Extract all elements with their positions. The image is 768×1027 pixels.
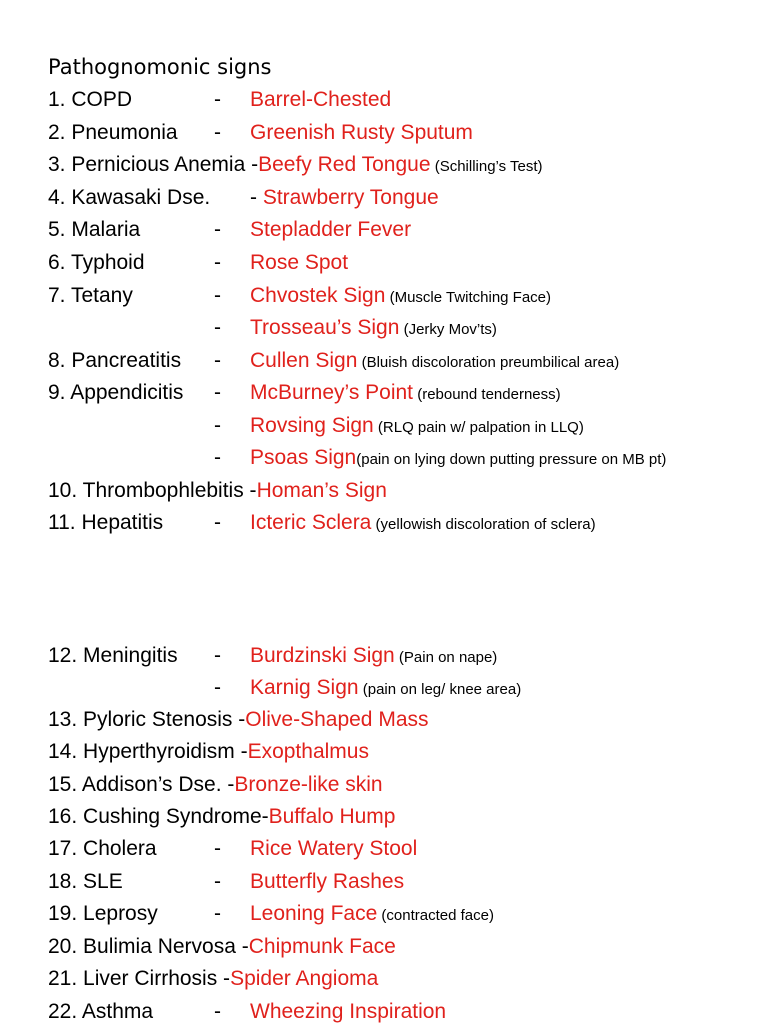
sign-name: Rovsing Sign — [250, 414, 374, 437]
sign-group — [250, 183, 439, 213]
condition-label: 1. COPD — [48, 88, 133, 111]
sign-name: Barrel-Chested — [250, 88, 392, 111]
condition-label: 9. Appendicitis — [48, 381, 184, 404]
sign-note: (RLQ pain w/ palpation in LLQ) — [373, 419, 584, 436]
sign-group — [250, 997, 446, 1027]
condition-label: 15. Addison’s Dse. - — [48, 773, 235, 796]
separator-dash: - — [214, 88, 221, 111]
condition-label: 20. Bulimia Nervosa - — [48, 935, 249, 958]
sign-name: Beefy Red Tongue — [258, 153, 431, 176]
list-item — [48, 737, 369, 767]
list-item — [48, 215, 412, 245]
separator-dash: - — [214, 870, 221, 893]
separator-dash: - — [214, 381, 221, 404]
list-item — [48, 834, 418, 864]
sign-group — [250, 443, 666, 475]
sign-note: (Pain on nape) — [394, 649, 498, 666]
condition-label: 13. Pyloric Stenosis - — [48, 708, 246, 731]
list-item — [48, 248, 349, 278]
separator-dash: - — [250, 186, 263, 209]
sign-note: (Jerky Mov’ts) — [399, 321, 497, 338]
sign-name: McBurney’s Point — [250, 381, 414, 404]
condition-label: 11. Hepatitis — [48, 511, 164, 534]
sign-group — [250, 508, 596, 540]
condition-label: 21. Liver Cirrhosis - — [48, 967, 231, 990]
sign-group — [250, 215, 411, 245]
sign-note: (rebound tenderness) — [413, 386, 561, 403]
condition-label: 8. Pancreatitis — [48, 349, 182, 372]
sign-group — [250, 118, 473, 148]
condition-label: 16. Cushing Syndrome- — [48, 805, 269, 828]
separator-dash: - — [214, 284, 221, 307]
list-item — [48, 476, 387, 506]
page-title: Pathognomonic signs — [48, 55, 272, 79]
sign-note: (Schilling’s Test) — [430, 158, 543, 175]
sign-group — [250, 411, 584, 443]
condition-label: 12. Meningitis — [48, 644, 178, 667]
sign-name: Rose Spot — [250, 251, 349, 274]
list-item — [48, 508, 596, 538]
separator-dash: - — [214, 676, 221, 699]
sign-name: Stepladder Fever — [250, 218, 412, 241]
condition-label: 4. Kawasaki Dse. — [48, 186, 211, 209]
separator-dash: - — [214, 349, 221, 372]
separator-dash: - — [214, 218, 221, 241]
sign-note: (contracted face) — [377, 907, 494, 924]
sign-group — [250, 899, 494, 931]
sign-name: Rice Watery Stool — [250, 837, 418, 860]
sign-note: (pain on leg/ knee area) — [358, 681, 522, 698]
condition-label: 6. Typhoid — [48, 251, 145, 274]
separator-dash: - — [214, 511, 221, 534]
list-item — [48, 899, 494, 929]
sign-group — [250, 378, 561, 410]
condition-label: 17. Cholera — [48, 837, 157, 860]
separator-dash: - — [214, 414, 221, 437]
sign-name: Olive-Shaped Mass — [245, 708, 429, 731]
sign-name: Karnig Sign — [250, 676, 359, 699]
condition-label: 10. Thrombophlebitis - — [48, 479, 257, 502]
sign-group — [250, 346, 619, 378]
sign-name: Chipmunk Face — [248, 935, 396, 958]
sign-group — [250, 85, 391, 115]
condition-label: 22. Asthma — [48, 1000, 154, 1023]
sign-name: Icteric Sclera — [250, 511, 372, 534]
list-item — [48, 183, 439, 213]
list-item — [48, 85, 392, 115]
condition-label: 14. Hyperthyroidism - — [48, 740, 248, 763]
separator-dash: - — [214, 1000, 221, 1023]
sign-name: Exopthalmus — [247, 740, 369, 763]
sign-name: Cullen Sign — [250, 349, 358, 372]
sign-note: (Bluish discoloration preumbilical area) — [357, 354, 620, 371]
sign-name: Spider Angioma — [230, 967, 379, 990]
sign-name: Trosseau’s Sign — [250, 316, 400, 339]
separator-dash: - — [214, 446, 221, 469]
list-item — [48, 346, 620, 376]
sign-name: Homan’s Sign — [256, 479, 387, 502]
sign-group — [250, 834, 417, 864]
sign-group — [250, 248, 348, 278]
list-item — [48, 997, 447, 1027]
sign-group — [250, 313, 497, 345]
condition-label: 7. Tetany — [48, 284, 133, 307]
sign-group — [250, 673, 521, 705]
list-item — [48, 641, 498, 671]
sign-name: Psoas Sign — [250, 446, 357, 469]
list-item — [48, 932, 396, 962]
list-item — [48, 118, 473, 148]
list-item — [48, 281, 552, 311]
sign-name: Chvostek Sign — [250, 284, 386, 307]
sign-name: Bronze-like skin — [234, 773, 383, 796]
list-item — [48, 802, 395, 832]
sign-group — [250, 641, 497, 673]
list-item — [48, 867, 405, 897]
condition-label: 18. SLE — [48, 870, 123, 893]
sign-group — [250, 867, 404, 897]
list-item — [48, 150, 543, 180]
condition-label: 5. Malaria — [48, 218, 141, 241]
condition-label: 2. Pneumonia — [48, 121, 178, 144]
sign-name: Butterfly Rashes — [250, 870, 405, 893]
condition-label: 3. Pernicious Anemia - — [48, 153, 259, 176]
sign-name: Wheezing Inspiration — [250, 1000, 447, 1023]
separator-dash: - — [214, 837, 221, 860]
sign-group — [250, 281, 551, 313]
sign-note: (Muscle Twitching Face) — [385, 289, 552, 306]
list-item — [48, 378, 561, 408]
sign-name: Burdzinski Sign — [250, 644, 395, 667]
separator-dash: - — [214, 644, 221, 667]
sign-name: Buffalo Hump — [268, 805, 396, 828]
sign-note: (pain on lying down putting pressure on MB pt) — [356, 451, 667, 468]
separator-dash: - — [214, 902, 221, 925]
separator-dash: - — [214, 316, 221, 339]
list-item — [48, 770, 383, 800]
sign-name: Leoning Face — [250, 902, 378, 925]
separator-dash: - — [214, 251, 221, 274]
list-item — [48, 964, 378, 994]
sign-note: (yellowish discoloration of sclera) — [371, 516, 596, 533]
sign-name: Strawberry Tongue — [262, 186, 439, 209]
sign-name: Greenish Rusty Sputum — [250, 121, 473, 144]
condition-label: 19. Leprosy — [48, 902, 158, 925]
list-item — [48, 705, 429, 735]
separator-dash: - — [214, 121, 221, 144]
